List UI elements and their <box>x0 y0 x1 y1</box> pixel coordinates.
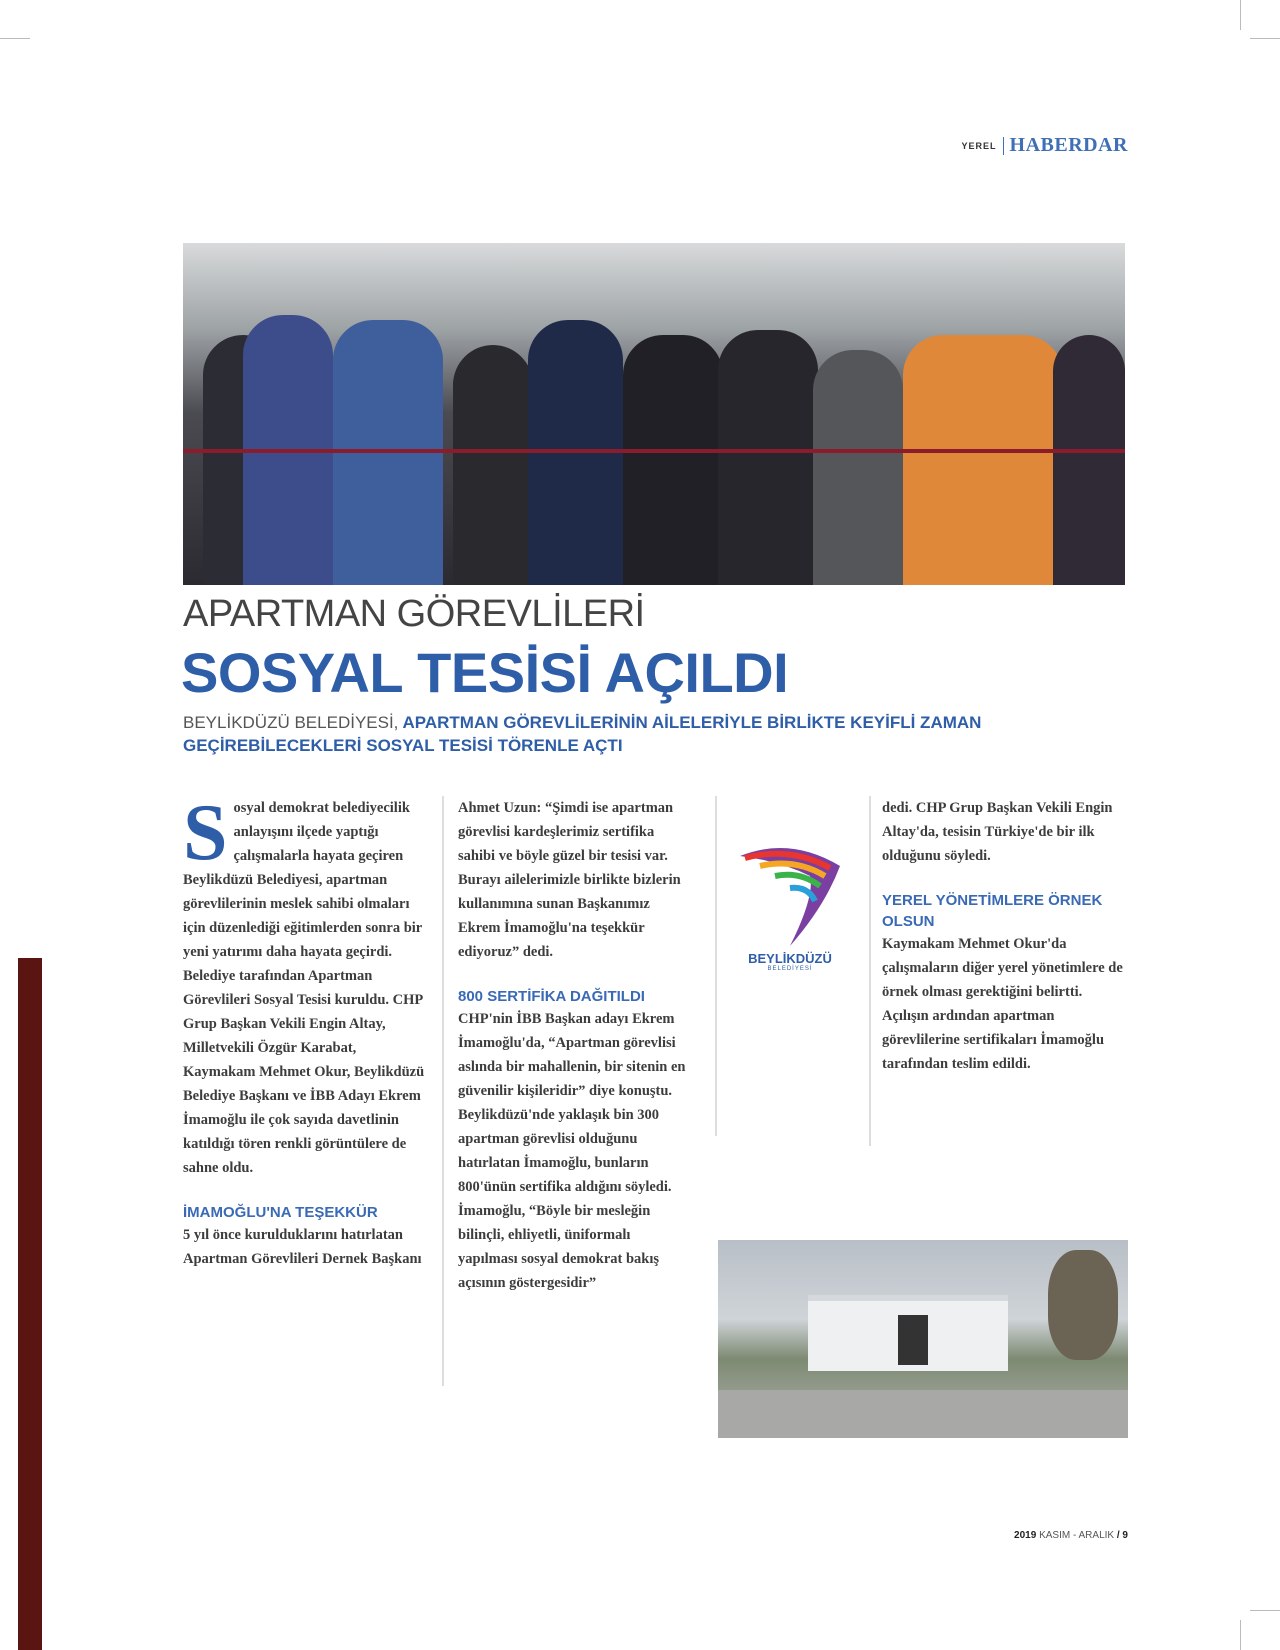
footer-year: 2019 <box>1014 1530 1037 1541</box>
social-facility-photo <box>718 1240 1128 1438</box>
crop-mark <box>1250 1610 1280 1611</box>
ribbon-cutting-photo <box>183 243 1125 585</box>
header-divider <box>1003 137 1004 155</box>
article-subtitle <box>183 711 1103 757</box>
column-divider <box>869 796 871 1146</box>
paragraph: Ahmet Uzun: “Şimdi ise apartman görevlisi kardeşlerimiz sertifika sahibi ve böyle güzel bir tesisi var. Burayı ailelerimizle birlikte bizlerin kullanımına sunan Başkanımız Ekrem İmamoğlu'na teşekkür ediyoruz” dedi. <box>458 800 681 960</box>
paragraph: Kaymakam Mehmet Okur'da çalışmaların diğer yerel yönetimlere de örnek olması gerektiğini belirtti. Açılışın ardından apartman görevlilerine sertifikaları İmamoğlu tarafından teslim edildi. <box>882 936 1123 1072</box>
page-edge-bar <box>18 958 42 1650</box>
red-ribbon <box>183 449 1125 453</box>
article-title: SOSYAL TESİSİ AÇILDI <box>181 641 789 704</box>
column-1 <box>183 789 428 1271</box>
column-divider <box>715 796 717 1136</box>
drop-cap: S <box>183 789 228 877</box>
column-divider <box>442 796 444 1386</box>
beylikduzu-logo <box>730 836 850 972</box>
article-kicker: APARTMAN GÖREVLİLERİ <box>183 593 645 635</box>
magazine-brand: HABERDAR <box>1009 134 1128 156</box>
section-label: YEREL <box>961 140 997 151</box>
paragraph: CHP'nin İBB Başkan adayı Ekrem İmamoğlu'da, “Apartman görevlisi aslında bir mahallenin, bir sitenin en güvenilir kişileridir” diye konuştu. Beylikdüzü'nde yaklaşık bin 300 apartman görevlisi olduğunu hatırlatan İmamoğlu, bunların 800'ünün sertifika aldığını söyledi. İmamoğlu, “Böyle bir mesleğin bilinçli, ehliyetli, üniformalı yapılması sosyal demokrat bakış açısının göstergesidir” <box>458 1011 686 1291</box>
subheading: İMAMOĞLU'NA TEŞEKKÜR <box>183 1204 378 1221</box>
swallow-logo-icon <box>730 836 850 946</box>
column-2 <box>458 796 688 1295</box>
paragraph <box>183 789 428 1180</box>
logo-sub: BELEDİYESİ <box>767 966 813 972</box>
logo-name: BEYLİKDÜZÜ <box>748 951 832 966</box>
footer-issue: KASIM - ARALIK <box>1039 1530 1115 1541</box>
subheading: 800 SERTİFİKA DAĞITILDI <box>458 988 645 1005</box>
crop-mark <box>1240 0 1241 30</box>
paragraph-text: osyal demokrat belediyecilik anlayışını ilçede yaptığı çalışmalarla hayata geçiren Beylikdüzü Belediyesi, apartman görevlilerinin meslek sahibi olmaları için düzenlediği eğitimlerden sonra bir yeni yatırımı daha hayata geçirdi. Belediye tarafından Apartman Görevlileri Sosyal Tesisi kuruldu. CHP Grup Başkan Vekili Engin Altay, Milletvekili Özgür Karabat, Kaymakam Mehmet Okur, Beylikdüzü Belediye Başkanı ve İBB Adayı Ekrem İmamoğlu ile çok sayıda davetlinin katıldığı tören renkli görüntülere de sahne oldu. <box>183 800 425 1176</box>
page-footer <box>1014 1530 1128 1541</box>
paragraph: 5 yıl önce kurulduklarını hatırlatan Apartman Görevlileri Dernek Başkanı <box>183 1227 422 1267</box>
crop-mark <box>1250 38 1280 39</box>
crop-mark <box>1240 1620 1241 1650</box>
page-number: / 9 <box>1116 1530 1128 1541</box>
paragraph: dedi. CHP Grup Başkan Vekili Engin Altay'da, tesisin Türkiye'de bir ilk olduğunu söyledi. <box>882 800 1113 864</box>
crop-mark <box>0 38 30 39</box>
running-header <box>962 134 1128 157</box>
subtitle-lead: BEYLİKDÜZÜ BELEDİYESİ, <box>183 713 399 732</box>
subtitle-rest: APARTMAN GÖREVLİLERİNİN AİLELERİYLE BİRLİKTE KEYİFLİ ZAMAN GEÇİREBİLECEKLERİ SOSYAL TESİSİ TÖRENLE AÇTI <box>183 713 982 755</box>
subheading: YEREL YÖNETİMLERE ÖRNEK OLSUN <box>882 892 1103 930</box>
column-3 <box>882 796 1127 1076</box>
